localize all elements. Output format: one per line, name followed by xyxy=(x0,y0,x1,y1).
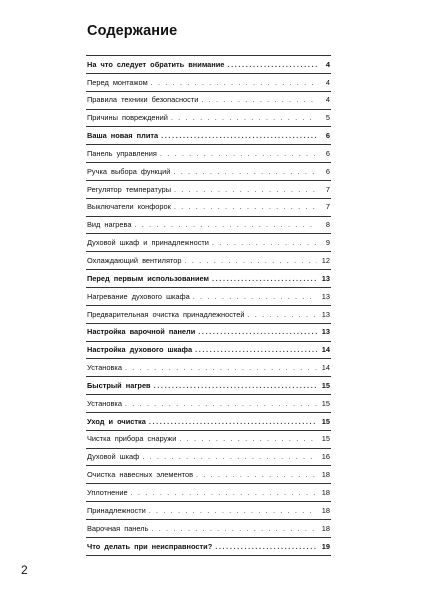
toc-entry-page: 4 xyxy=(325,59,330,69)
toc-leader-dots xyxy=(149,418,317,425)
toc-leader-dots xyxy=(227,61,317,68)
toc-entry-page: 18 xyxy=(321,523,330,533)
toc-entry-row[interactable] xyxy=(86,234,331,252)
toc-entry-row[interactable] xyxy=(86,288,331,306)
toc-entry-label: Причины повреждений xyxy=(87,113,168,123)
toc-entry-page: 19 xyxy=(321,541,330,551)
toc-entry-row[interactable] xyxy=(86,431,331,449)
toc-entry-page: 13 xyxy=(321,309,330,319)
toc-entry-row[interactable] xyxy=(86,484,331,502)
toc-entry-page: 8 xyxy=(325,220,330,230)
toc-leader-dots xyxy=(198,328,317,335)
toc-leader-dots xyxy=(142,453,317,460)
toc-entry-label: Перед первым использованием xyxy=(87,273,209,283)
toc-entry-page: 6 xyxy=(325,166,330,176)
toc-entry-page: 12 xyxy=(321,256,330,265)
toc-entry-row[interactable] xyxy=(86,252,331,270)
toc-entry-page: 13 xyxy=(321,327,330,337)
toc-leader-dots xyxy=(174,186,317,193)
toc-section-row[interactable] xyxy=(86,56,331,74)
toc-entry-label: Панель управления xyxy=(87,148,157,158)
toc-section-row[interactable] xyxy=(86,538,331,556)
toc-entry-page: 5 xyxy=(325,113,330,123)
toc-entry-row[interactable] xyxy=(86,502,331,520)
toc-entry-label: Ваша новая плита xyxy=(87,131,159,141)
toc-section-row[interactable] xyxy=(86,377,331,395)
toc-leader-dots xyxy=(135,221,318,228)
toc-section-row[interactable] xyxy=(86,413,331,431)
toc-entry-page: 4 xyxy=(325,95,330,105)
toc-leader-dots xyxy=(151,79,317,86)
toc-entry-page: 4 xyxy=(325,77,330,87)
toc-entry-page: 15 xyxy=(321,398,330,408)
toc-entry-page: 15 xyxy=(321,434,330,444)
toc-entry-row[interactable] xyxy=(86,306,331,324)
toc-entry-label: Правила техники безопасности xyxy=(87,95,199,105)
toc-entry-label: Ручка выбора функций xyxy=(87,166,171,176)
toc-section-row[interactable] xyxy=(86,127,331,145)
toc-entry-label: Выключатели конфорок xyxy=(87,202,171,212)
toc-entry-page: 6 xyxy=(325,148,330,158)
toc-leader-dots xyxy=(212,275,317,282)
toc-entry-page: 7 xyxy=(325,184,330,194)
toc-entry-label: Очистка навесных элементов xyxy=(87,470,193,480)
toc-entry-label: Принадлежности xyxy=(87,505,146,515)
toc-leader-dots xyxy=(125,364,317,371)
toc-entry-row[interactable] xyxy=(86,395,331,413)
toc-leader-dots xyxy=(174,203,317,210)
toc-entry-row[interactable] xyxy=(86,359,331,377)
toc-entry-label: Нагревание духового шкафа xyxy=(87,291,190,301)
toc-entry-page: 18 xyxy=(321,470,330,480)
toc-leader-dots xyxy=(193,293,317,300)
toc-entry-label: Уход и очистка xyxy=(87,416,146,426)
toc-entry-row[interactable] xyxy=(86,181,331,199)
toc-leader-dots xyxy=(201,96,317,103)
page-number: 2 xyxy=(21,563,28,577)
toc-entry-row[interactable] xyxy=(86,110,331,128)
toc-section-row[interactable] xyxy=(86,270,331,288)
toc-entry-label: Духовой шкаф xyxy=(87,452,140,462)
toc-entry-label: Уплотнение xyxy=(87,487,128,497)
toc-entry-row[interactable] xyxy=(86,74,331,92)
toc-section-row[interactable] xyxy=(86,342,331,360)
toc-leader-dots xyxy=(171,114,317,121)
toc-entry-label: Настройка духового шкафа xyxy=(87,345,193,355)
toc-entry-row[interactable] xyxy=(86,199,331,217)
toc-entry-label: Охлаждающий вентилятор xyxy=(87,256,182,265)
toc-entry-page: 7 xyxy=(325,202,330,212)
toc-leader-dots xyxy=(154,382,317,389)
toc-entry-page: 6 xyxy=(325,131,330,141)
toc-leader-dots xyxy=(161,132,317,139)
table-of-contents xyxy=(86,55,331,556)
toc-entry-row[interactable] xyxy=(86,145,331,163)
toc-entry-row[interactable] xyxy=(86,163,331,181)
toc-entry-page: 16 xyxy=(321,452,330,462)
toc-entry-label: Чистка прибора снаружи xyxy=(87,434,177,444)
toc-entry-page: 13 xyxy=(321,273,330,283)
toc-entry-label: Что делать при неисправности? xyxy=(87,541,213,551)
toc-entry-label: Духовой шкаф и принадлежности xyxy=(87,238,209,248)
toc-entry-page: 14 xyxy=(321,363,330,373)
toc-entry-label: Установка xyxy=(87,363,122,373)
toc-entry-label: Установка xyxy=(87,398,122,408)
toc-entry-page: 9 xyxy=(325,238,330,248)
toc-entry-label: Регулятор температуры xyxy=(87,184,171,194)
toc-entry-page: 18 xyxy=(321,505,330,515)
toc-entry-label: Вид нагрева xyxy=(87,220,132,230)
toc-entry-page: 15 xyxy=(321,380,330,390)
toc-entry-label: Предварительная очистка принадлежностей xyxy=(87,309,245,319)
toc-entry-row[interactable] xyxy=(86,466,331,484)
toc-entry-label: Быстрый нагрев xyxy=(87,380,151,390)
toc-entry-row[interactable] xyxy=(86,520,331,538)
toc-leader-dots xyxy=(247,311,317,318)
toc-leader-dots xyxy=(149,507,317,514)
toc-entry-label: Варочная панель xyxy=(87,523,149,533)
toc-leader-dots xyxy=(179,435,317,442)
toc-leader-dots xyxy=(215,543,317,550)
toc-entry-label: Перед монтажом xyxy=(87,77,148,87)
toc-leader-dots xyxy=(160,150,317,157)
toc-entry-page: 18 xyxy=(321,487,330,497)
toc-leader-dots xyxy=(195,346,317,353)
toc-entry-label: На что следует обратить внимание xyxy=(87,59,225,69)
page-title: Содержание xyxy=(87,23,178,39)
toc-entry-label: Настройка варочной панели xyxy=(87,327,196,337)
toc-entry-page: 13 xyxy=(321,291,330,301)
toc-leader-dots xyxy=(151,525,317,532)
toc-entry-row[interactable] xyxy=(86,449,331,467)
toc-leader-dots xyxy=(196,471,317,478)
toc-entry-page: 14 xyxy=(321,345,330,355)
toc-section-row[interactable] xyxy=(86,324,331,342)
toc-entry-row[interactable] xyxy=(86,217,331,235)
toc-leader-dots xyxy=(184,257,317,264)
toc-entry-row[interactable] xyxy=(86,92,331,110)
toc-leader-dots xyxy=(131,489,317,496)
toc-leader-dots xyxy=(212,239,317,246)
toc-leader-dots xyxy=(173,168,317,175)
toc-entry-page: 15 xyxy=(321,416,330,426)
toc-leader-dots xyxy=(125,400,317,407)
